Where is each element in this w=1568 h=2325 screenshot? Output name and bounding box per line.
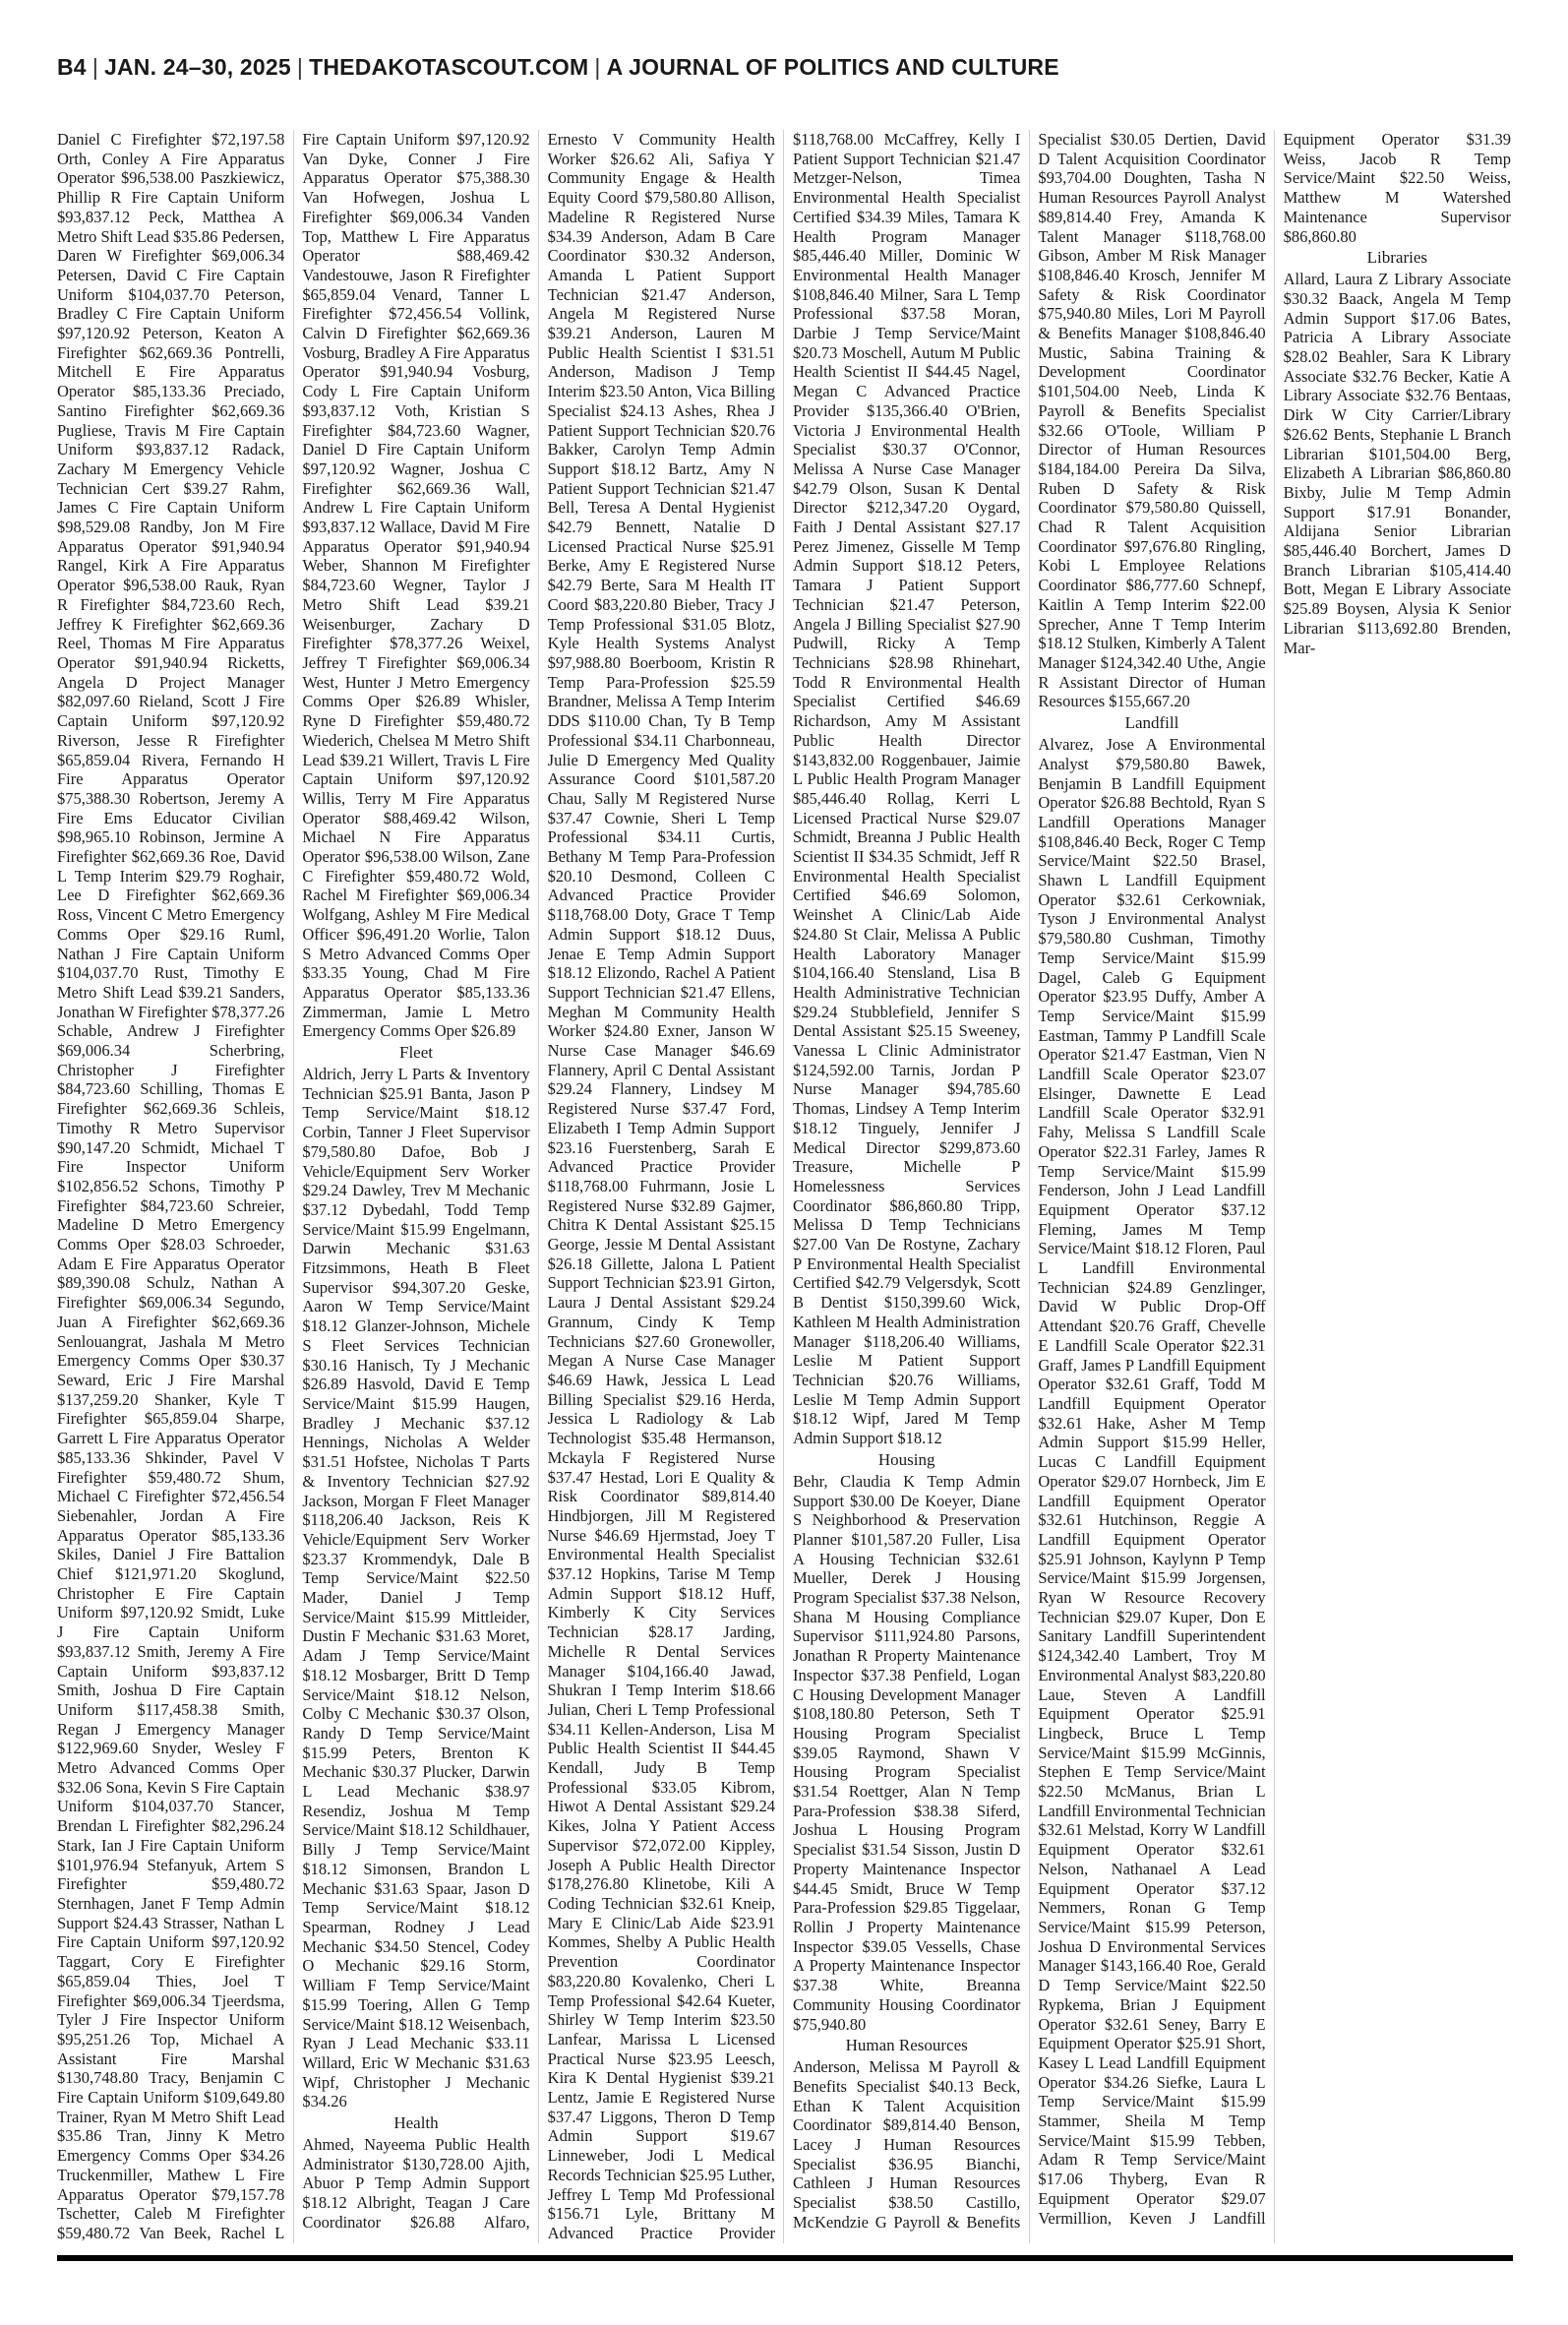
department-listing: Anderson, Melissa M Payroll & Benefits Specialist $40.13 Beck, Ethan K Talent Acquisition Coordinator $89,814.40 Benson, Lacey J Human Resources Specialist $36.95 Bianchi, Cathleen J Human Resources Specialist $38.50 Castillo, McKendzie G Payroll & Benefits Specialist $30.05 Dertien, David D Talent Acquisition Coordinator $93,704.00 Doughten, Tasha N Human Resources Payroll Analyst $89,814.40 Frey, Amanda K Talent Manager $118,768.00 Gibson, Amber M Risk Manager $108,846.40 Krosch, Jennifer M Safety & Risk Coordinator $75,940.80 Miles, Lori M Payroll & Benefits Manager $108,846.40 Mustic, Sabina Training & Development Coordinator $101,504.00 Neeb, Linda K Payroll & Benefits Specialist $32.66 O'Toole, William P Director of Human Resources $184,184.00 Pereira Da Silva, Ruben D Safety & Risk Coordinator $79,580.80 Quissell, Chad R Talent Acquisition Coordinator $97,676.80 Ringling, Kobi L Employee Relations Coordinator $86,777.60 Schnepf, Kaitlin A Temp Interim $22.00 Sprecher, Anne T Temp Interim $18.12 Stulken, Kimberly A Talent Manager $124,342.40 Uthe, Angie R Assistant Director of Human Resources $155,667.20 — [792, 130, 1266, 2232]
department-listing: Ahmed, Nayeema Public Health Administrator $130,728.00 Ajith, Abuor P Temp Admin Support $18.12 Albright, Teagan J Care Coordinator $26.88 Alfaro, Ernesto V Community Health Worker $26.62 Ali, Safiya Y Community Engage & Health Equity Coord $79,580.80 Allison, Madeline R Registered Nurse $34.39 Anderson, Adam B Care Coordinator $30.32 Anderson, Amanda L Patient Support Technician $21.47 Anderson, Angela M Registered Nurse $39.21 Anderson, Lauren M Public Health Scientist I $31.51 Anderson, Madison J Temp Interim $23.50 Anton, Vica Billing Specialist $24.13 Ashes, Rhea J Patient Support Technician $20.76 Bakker, Carolyn Temp Admin Support $18.12 Bartz, Amy N Patient Support Technician $21.47 Bell, Teresa A Dental Hygienist $42.79 Bennett, Natalie D Licensed Practical Nurse $25.91 Berke, Amy E Registered Nurse $42.79 Berte, Sara M Health IT Coord $83,220.80 Bieber, Tracy J Temp Professional $31.05 Blotz, Kyle Health Systems Analyst $97,988.80 Boerboom, Kristin R Temp Para-Profession $25.59 Brandner, Melissa A Temp Interim DDS $110.00 Chan, Ty B Temp Professional $34.11 Charbonneau, Julie D Emergency Med Quality Assurance Coord $101,587.20 Chau, Sally M Registered Nurse $37.47 Cownie, Sheri L Temp Professional $34.11 Curtis, Bethany M Temp Para-Profession $20.10 Desmond, Colleen C Advanced Practice Provider $118,768.00 Doty, Grace T Temp Admin Support $18.12 Duus, Jenae E Temp Admin Support $18.12 Elizondo, Rachel A Patient Support Technician $21.47 Ellens, Meghan M Community Health Worker $24.80 Exner, Janson W Nurse Case Manager $46.69 Flannery, April C Dental Assistant $29.24 Flannery, Lindsey M Registered Nurse $37.47 Ford, Elizabeth I Temp Admin Support $23.16 Fuerstenberg, Sarah E Advanced Practice Provider $118,768.00 Fuhrmann, Josie L Registered Nurse $32.89 Gajmer, Chitra K Dental Assistant $25.15 George, Jessie M Dental Assistant $26.18 Gillette, Jalona L Patient Support Technician $23.91 Girton, Laura J Dental Assistant $29.24 Grannum, Cindy K Temp Technicians $27.60 Gronewoller, Megan A Nurse Case Manager $46.69 Hawk, Jessica L Lead Billing Specialist $29.16 Herda, Jessica L Radiology & Lab Technologist $35.48 Hermanson, Mckayla F Registered Nurse $37.47 Hestad, Lori E Quality & Risk Coordinator $89,814.40 Hindbjorgen, Jill M Registered Nurse $46.69 Hjermstad, Joey T Environmental Health Specialist $37.12 Hopkins, Tarise M Temp Admin Support $18.12 Huff, Kimberly K City Services Technician $28.17 Jarding, Michelle R Dental Services Manager $104,166.40 Jawad, Shukran I Temp Interim $18.66 Julian, Cheri L Temp Professional $34.11 Kellen-Anderson, Lisa M Public Health Scientist II $44.45 Kendall, Judy B Temp Professional $33.05 Kibrom, Hiwot A Dental Assistant $29.24 Kikes, Jolna Y Patient Access Supervisor $72,072.00 Kippley, Joseph A Public Health Director $178,276.80 Klinetobe, Kili A Coding Technician $32.61 Kneip, Mary E Clinic/Lab Aide $23.91 Kommes, Shelby A Public Health Prevention Coordinator $83,220.80 Kovalenko, Cheri L Temp Professional $42.64 Kueter, Shirley W Temp Interim $23.50 Lanfear, Marissa L Licensed Practical Nurse $23.95 Leesch, Kira K Dental Hygienist $39.21 Lentz, Jamie E Registered Nurse $37.47 Liggons, Theron D Temp Admin Support $19.67 Linneweber, Jodi L Medical Records Technician $25.95 Luther, Jeffrey L Temp Md Professional $156.71 Lyle, Brittany M Advanced Practice Provider $118,768.00 McCaffrey, Kelly I Patient Support Technician $21.47 Metzger-Nelson, Timea Environmental Health Specialist Certified $34.39 Miles, Tamara K Health Program Manager $85,446.40 Miller, Dominic W Environmental Health Manager $108,846.40 Milner, Sara L Temp Professional $37.58 Moran, Darbie J Temp Service/Maint $20.73 Moschell, Autum M Public Health Scientist II $44.45 Nagel, Megan C Advanced Practice Provider $135,366.40 O'Brien, Victoria J Environmental Health Specialist $30.37 O'Connor, Melissa A Nurse Case Manager $42.79 Olson, Susan K Dental Director $212,347.20 Oygard, Faith J Dental Assistant $27.17 Perez Jimenez, Gisselle M Temp Admin Support $18.12 Peters, Tamara J Patient Support Technician $21.47 Peterson, Angela J Billing Specialist $27.90 Pudwill, Ricky A Temp Technicians $28.98 Rhinehart, Todd R Environmental Health Specialist Certified $46.69 Richardson, Amy M Assistant Public Health Director $143,832.00 Roggenbauer, Jaimie L Public Health Program Manager $85,446.40 Rollag, Kerri L Licensed Practical Nurse $29.07 Schmidt, Breanna J Public Health Scientist II $34.35 Schmidt, Jeff R Environmental Health Specialist Certified $46.69 Solomon, Weinshet A Clinic/Lab Aide $24.80 St Clair, Melissa A Public Health Laboratory Manager $104,166.40 Stensland, Lisa B Health Administrative Technician $29.24 Stubblefield, Jennifer S Dental Assistant $25.15 Sweeney, Vanessa L Clinic Administrator $124,592.00 Tarnis, Jordan P Nurse Manager $94,785.60 Thomas, Lindsey A Temp Interim $18.12 Tinguely, Jennifer J Medical Director $299,873.60 Treasure, Michelle P Homelessness Services Coordinator $86,860.80 Tripp, Melissa D Temp Technicians $27.00 Van De Rostyne, Zachary P Environmental Health Specialist Certified $42.79 Velgersdyk, Scott B Dentist $150,399.60 Wick, Kathleen M Health Administration Manager $118,206.40 Williams, Leslie M Patient Support Technician $20.76 Williams, Leslie M Temp Admin Support $18.12 Wipf, Jared M Temp Admin Support $18.12 — [302, 130, 1021, 2242]
bottom-rule — [57, 2255, 1513, 2261]
salary-listing-columns — [57, 130, 1511, 2243]
issue-date: JAN. 24–30, 2025 — [104, 54, 291, 80]
page-header — [57, 49, 1513, 85]
department-listing: Behr, Claudia K Temp Admin Support $30.00 De Koeyer, Diane S Neighborhood & Preservation Planner $101,587.20 Fuller, Lisa A Housing Technician $32.61 Mueller, Derek J Housing Program Specialist $37.38 Nelson, Shana M Housing Compliance Supervisor $111,924.80 Parsons, Jonathan R Property Maintenance Inspector $37.38 Penfield, Logan C Housing Development Manager $108,180.80 Peterson, Seth T Housing Program Specialist $39.05 Raymond, Shawn V Housing Program Specialist $31.54 Roettger, Alan N Temp Para-Profession $38.38 Siferd, Joshua L Housing Program Specialist $31.54 Sisson, Justin D Property Maintenance Inspector $44.45 Smidt, Bruce W Temp Para-Profession $29.85 Tiggelaar, Rollin J Property Maintenance Inspector $39.05 Vessells, Chase A Property Maintenance Inspector $37.38 White, Breanna Community Housing Coordinator $75,940.80 — [792, 1471, 1021, 2034]
department-listing: Alvarez, Jose A Environmental Analyst $79,580.80 Bawek, Benjamin B Landfill Equipment Operator $26.88 Bechtold, Ryan S Landfill Operations Manager $108,846.40 Beck, Roger C Temp Service/Maint $22.50 Brasel, Shawn L Landfill Equipment Operator $32.61 Cerkowniak, Tyson J Environmental Analyst $79,580.80 Cushman, Timothy Temp Service/Maint $15.99 Dagel, Caleb G Equipment Operator $23.95 Duffy, Amber A Temp Service/Maint $15.99 Eastman, Tammy P Landfill Scale Operator $21.47 Eastman, Vien N Landfill Scale Operator $23.07 Elsinger, Dawnette E Lead Landfill Scale Operator $32.91 Fahy, Melissa S Landfill Scale Operator $22.31 Farley, James R Temp Service/Maint $15.99 Fenderson, John J Lead Landfill Equipment Operator $37.12 Fleming, James M Temp Service/Maint $18.12 Floren, Paul L Landfill Environmental Technician $24.89 Genzlinger, David W Public Drop-Off Attendant $20.76 Graff, Chevelle E Landfill Scale Operator $22.31 Graff, James P Landfill Equipment Operator $32.61 Graff, Todd M Landfill Equipment Operator $32.61 Hake, Asher M Temp Admin Support $15.99 Heller, Lucas C Landfill Equipment Operator $29.07 Hornbeck, Jim E Landfill Equipment Operator $32.61 Hutchinson, Reggie A Landfill Equipment Operator $25.91 Johnson, Kaylynn P Temp Service/Maint $15.99 Jorgensen, Ryan W Resource Recovery Technician $29.07 Kuper, Don E Sanitary Landfill Superintendent $124,342.40 Lambert, Troy M Environmental Analyst $83,220.80 Laue, Steven A Landfill Equipment Operator $25.91 Lingbeck, Bruce L Temp Service/Maint $15.99 McGinnis, Stephen E Temp Service/Maint $22.50 McManus, Brian L Landfill Environmental Technician $32.61 Melstad, Korry W Landfill Equipment Operator $32.61 Nelson, Nathanael A Lead Equipment Operator $37.12 Nemmers, Ronan G Temp Service/Maint $15.99 Peterson, Joshua D Environmental Services Manager $143,166.40 Roe, Gerald D Temp Service/Maint $22.50 Rypkema, Brian J Equipment Operator $32.61 Seney, Barry E Equipment Operator $25.91 Short, Kasey L Lead Landfill Equipment Operator $34.26 Siefke, Laura L Temp Service/Maint $15.99 Stammer, Sheila M Temp Service/Maint $15.99 Tebben, Adam R Temp Service/Maint $17.06 Thyberg, Evan R Equipment Operator $29.07 Vermillion, Keven J Landfill Equipment Operator $31.39 Weiss, Jacob R Temp Service/Maint $22.50 Weiss, Matthew M Watershed Maintenance Supervisor $86,860.80 — [1038, 130, 1511, 2228]
department-heading: Landfill — [1124, 713, 1179, 733]
department-heading: Fleet — [398, 1043, 433, 1063]
department-listing: Aldrich, Jerry L Parts & Inventory Technician $25.91 Banta, Jason P Temp Service/Maint $18.12 Corbin, Tanner J Fleet Supervisor $79,580.80 Dafoe, Bob J Vehicle/Equipment Serv Worker $29.24 Dawley, Trev M Mechanic $37.12 Dybedahl, Todd Temp Service/Maint $15.99 Engelmann, Darwin Mechanic $31.63 Fitzsimmons, Heath B Fleet Supervisor $94,307.20 Geske, Aaron W Temp Service/Maint $18.12 Glanzer-Johnson, Michele S Fleet Services Technician $30.16 Hanisch, Ty J Mechanic $26.89 Hasvold, David E Temp Service/Maint $15.99 Haugen, Bradley J Mechanic $37.12 Hennings, Nicholas A Welder $31.51 Hofstee, Nicholas T Parts & Inventory Technician $27.92 Jackson, Morgan F Fleet Manager $118,206.40 Jackson, Reis K Vehicle/Equipment Serv Worker $23.37 Krommendyk, Dale B Temp Service/Maint $22.50 Mader, Daniel J Temp Service/Maint $15.99 Mittleider, Dustin F Mechanic $31.63 Moret, Adam J Temp Service/Maint $18.12 Mosbarger, Britt D Temp Service/Maint $18.12 Nelson, Colby C Mechanic $30.37 Olson, Randy D Temp Service/Maint $15.99 Peters, Brenton K Mechanic $30.37 Plucker, Darwin L Lead Mechanic $38.97 Resendiz, Joshua M Temp Service/Maint $18.12 Schildhauer, Billy J Temp Service/Maint $18.12 Simonsen, Brandon L Mechanic $31.63 Spaar, Jason D Temp Service/Maint $18.12 Spearman, Rodney J Lead Mechanic $34.50 Stencel, Codey O Mechanic $29.16 Storm, William F Temp Service/Maint $15.99 Toering, Allen G Temp Service/Maint $18.12 Weisenbach, Ryan J Lead Mechanic $33.11 Willard, Eric W Mechanic $31.63 Wipf, Christopher J Mechanic $34.26 — [302, 1065, 530, 2111]
department-heading: Libraries — [1366, 248, 1427, 268]
department-listing: Daniel C Firefighter $72,197.58 Orth, Conley A Fire Apparatus Operator $96,538.00 Paszkiewicz, Phillip R Fire Captain Uniform $93,837.12 Peck, Matthea A Metro Shift Lead $35.86 Pedersen, Daren W Firefighter $69,006.34 Petersen, David C Fire Captain Uniform $104,037.70 Peterson, Bradley C Fire Captain Uniform $97,120.92 Peterson, Keaton A Firefighter $62,669.36 Pontrelli, Mitchell E Fire Apparatus Operator $85,133.36 Preciado, Santino Firefighter $62,669.36 Pugliese, Travis M Fire Captain Uniform $93,837.12 Radack, Zachary M Emergency Vehicle Technician Cert $39.27 Rahm, James C Fire Captain Uniform $98,529.08 Randby, Jon M Fire Apparatus Operator $91,940.94 Rangel, Kirk A Fire Apparatus Operator $96,538.00 Rauk, Ryan R Firefighter $84,723.60 Rech, Jeffrey K Firefighter $62,669.36 Reel, Thomas M Fire Apparatus Operator $91,940.94 Ricketts, Angela D Project Manager $82,097.60 Rieland, Scott J Fire Captain Uniform $97,120.92 Riverson, Jesse R Firefighter $65,859.04 Rivera, Fernando H Fire Apparatus Operator $75,388.30 Robertson, Jeremy A Fire Ems Educator Civilian $98,965.10 Robinson, Jermine A Firefighter $62,669.36 Roe, David L Temp Interim $29.79 Roghair, Lee D Firefighter $62,669.36 Ross, Vincent C Metro Emergency Comms Oper $29.16 Ruml, Nathan J Fire Captain Uniform $104,037.70 Rust, Timothy E Metro Shift Lead $39.21 Sanders, Jonathan W Firefighter $78,377.26 Schable, Andrew J Firefighter $69,006.34 Scherbring, Christopher J Firefighter $84,723.60 Schilling, Thomas E Firefighter $62,669.36 Schleis, Timothy R Metro Supervisor $90,147.20 Schmidt, Michael T Fire Inspector Uniform $102,856.52 Schons, Timothy P Firefighter $84,723.60 Schreier, Madeline D Metro Emergency Comms Oper $28.03 Schroeder, Adam E Fire Apparatus Operator $89,390.08 Schulz, Nathan A Firefighter $69,006.34 Segundo, Juan A Firefighter $62,669.36 Senlouangrat, Jashala M Metro Emergency Comms Oper $30.37 Seward, Eric J Fire Marshal $137,259.20 Shanker, Kyle T Firefighter $65,859.04 Sharpe, Garrett L Fire Apparatus Operator $85,133.36 Shkinder, Pavel V Firefighter $59,480.72 Shum, Michael C Firefighter $72,456.54 Siebenahler, Jordan A Fire Apparatus Operator $85,133.36 Skiles, Daniel J Fire Battalion Chief $121,971.20 Skoglund, Christopher E Fire Captain Uniform $97,120.92 Smidt, Luke J Fire Captain Uniform $93,837.12 Smith, Jeremy A Fire Captain Uniform $93,837.12 Smith, Joshua D Fire Captain Uniform $117,458.38 Smith, Regan J Emergency Manager $122,969.60 Snyder, Wesley F Metro Advanced Comms Oper $32.06 Sona, Kevin S Fire Captain Uniform $104,037.70 Stancer, Brendan L Firefighter $82,296.24 Stark, Ian J Fire Captain Uniform $101,976.94 Stefanyuk, Artem S Firefighter $59,480.72 Sternhagen, Janet F Temp Admin Support $24.43 Strasser, Nathan L Fire Captain Uniform $97,120.92 Taggart, Cory E Firefighter $65,859.04 Thies, Joel T Firefighter $69,006.34 Tjeerdsma, Tyler J Fire Inspector Uniform $95,251.26 Top, Michael A Assistant Fire Marshal $130,748.80 Tracy, Benjamin C Fire Captain Uniform $109,649.80 Trainer, Ryan M Metro Shift Lead $35.86 Tran, Jinny K Metro Emergency Comms Oper $34.26 Truckenmiller, Mathew L Fire Apparatus Operator $79,157.78 Tschetter, Caleb M Firefighter $59,480.72 Van Beek, Rachel L Fire Captain Uniform $97,120.92 Van Dyke, Conner J Fire Apparatus Operator $75,388.30 Van Hofwegen, Joshua L Firefighter $69,006.34 Vanden Top, Matthew L Fire Apparatus Operator $88,469.42 Vandestouwe, Jason R Firefighter $65,859.04 Venard, Tanner L Firefighter $72,456.54 Vollink, Calvin D Firefighter $62,669.36 Vosburg, Bradley A Fire Apparatus Operator $91,940.94 Vosburg, Cody L Fire Captain Uniform $93,837.12 Voth, Kristian S Firefighter $84,723.60 Wagner, Daniel D Fire Captain Uniform $97,120.92 Wagner, Joshua C Firefighter $62,669.36 Wall, Andrew L Fire Captain Uniform $93,837.12 Wallace, David M Fire Apparatus Operator $91,940.94 Weber, Shannon M Firefighter $84,723.60 Wegner, Taylor J Metro Shift Lead $39.21 Weisenburger, Zachary D Firefighter $78,377.26 Weixel, Jeffrey T Firefighter $69,006.34 West, Hunter J Metro Emergency Comms Oper $26.89 Whisler, Ryne D Firefighter $59,480.72 Wiederich, Chelsea M Metro Shift Lead $39.21 Willert, Travis L Fire Captain Uniform $97,120.92 Willis, Terry M Fire Apparatus Operator $88,469.42 Wilson, Michael N Fire Apparatus Operator $96,538.00 Wilson, Zane C Firefighter $59,480.72 Wold, Rachel M Firefighter $69,006.34 Wolfgang, Ashley M Fire Medical Officer $96,491.20 Worlie, Talon S Metro Advanced Comms Oper $33.35 Young, Chad M Fire Apparatus Operator $85,133.36 Zimmerman, Jamie L Metro Emergency Comms Oper $26.89 — [57, 130, 530, 2242]
page-number: B4 — [57, 54, 87, 80]
header-separator: | — [91, 54, 98, 80]
department-listing: Allard, Laura Z Library Associate $30.32 Baack, Angela M Temp Admin Support $17.06 Bates, Patricia A Library Associate $28.02 Beahler, Sara K Library Associate $32.76 Becker, Katie A Library Associate $32.76 Bentaas, Dirk W City Carrier/Library $26.62 Bents, Stephanie L Branch Librarian $101,504.00 Berg, Elizabeth A Librarian $86,860.80 Bixby, Julie M Temp Admin Support $17.91 Bonander, Aldijana Senior Librarian $85,446.40 Borchert, James D Branch Librarian $105,414.40 Bott, Megan E Library Associate $25.89 Boysen, Alysia K Senior Librarian $113,692.80 Brenden, Mar- — [1283, 270, 1511, 657]
department-heading: Health — [393, 2113, 439, 2133]
header-separator: | — [594, 54, 601, 80]
department-heading: Housing — [877, 1449, 935, 1469]
publication-tagline: A JOURNAL OF POLITICS AND CULTURE — [606, 54, 1059, 80]
header-separator: | — [296, 54, 304, 80]
department-heading: Human Resources — [845, 2036, 968, 2055]
site-name: THEDAKOTASCOUT.COM — [309, 54, 589, 80]
